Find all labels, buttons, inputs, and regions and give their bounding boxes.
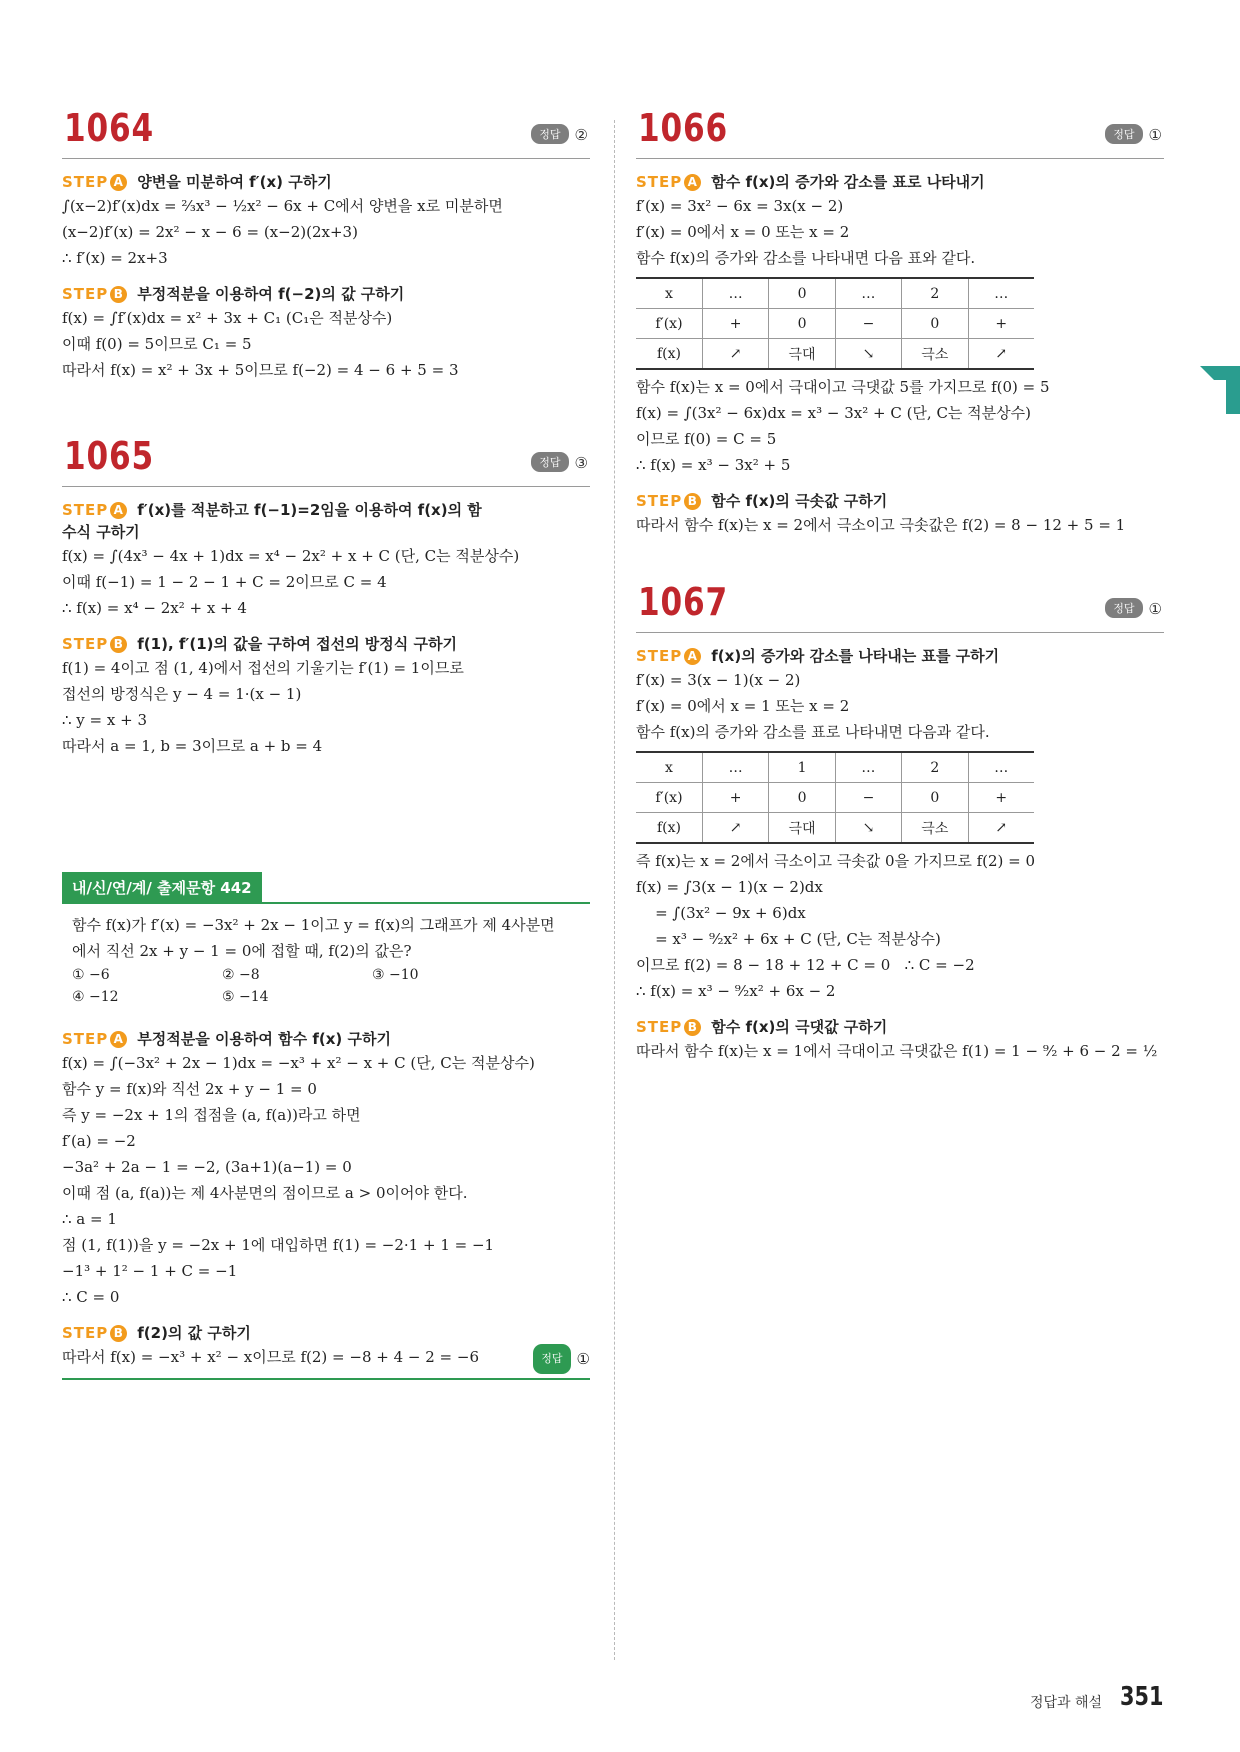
answer <box>1105 124 1162 144</box>
step-title: 부정적분을 이용하여 f(−2)의 값 구하기 <box>137 285 405 303</box>
step-a: STEP A 양변을 미분하여 f′(x) 구하기 <box>62 173 332 191</box>
step-b: STEP B 부정적분을 이용하여 f(−2)의 값 구하기 <box>62 285 405 303</box>
solution-line: (x−2)f′(x) = 2x² − x − 6 = (x−2)(2x+3) <box>62 223 358 241</box>
solution-line: 즉 y = −2x + 1의 접점을 (a, f(a))라고 하면 <box>62 1106 361 1124</box>
solution-line: f′(x) = 0에서 x = 1 또는 x = 2 <box>636 697 850 715</box>
solution-line: f(1) = 4이고 점 (1, 4)에서 접선의 기울기는 f′(1) = 1이므로 <box>62 659 464 677</box>
variation-table <box>636 751 1034 844</box>
solution-line <box>62 1344 590 1370</box>
solution-line: = x³ − ⁹⁄₂x² + 6x + C (단, C는 적분상수) <box>636 930 941 948</box>
solution-line: ∴ f′(x) = 2x+3 <box>62 249 168 267</box>
step-title: 함수 f(x)의 극댓값 구하기 <box>711 1018 888 1036</box>
solution-line: f(x) = ∫(4x³ − 4x + 1)dx = x⁴ − 2x² + x + C (단, C는 적분상수) <box>62 547 520 565</box>
answer-value: ① <box>576 1350 590 1368</box>
answer-badge: 정답 <box>533 1344 570 1374</box>
step-b: STEP B 함수 f(x)의 극솟값 구하기 <box>636 492 888 510</box>
solution-line: 따라서 함수 f(x)는 x = 2에서 극소이고 극솟값은 f(2) = 8 − 12 + 5 = 1 <box>636 516 1126 534</box>
solution-line: 따라서 f(x) = x² + 3x + 5이므로 f(−2) = 4 − 6 + 5 = 3 <box>62 361 459 379</box>
step-a: STEP A 함수 f(x)의 증가와 감소를 표로 나타내기 <box>636 173 985 191</box>
solution-line: f′(a) = −2 <box>62 1132 136 1150</box>
question-line: 함수 f(x)가 f′(x) = −3x² + 2x − 1이고 y = f(x)의 그래프가 제 4사분면 <box>72 916 555 934</box>
exam-question <box>62 904 590 1008</box>
exam-end-rule <box>62 1370 590 1380</box>
answer-value: ② <box>574 126 588 144</box>
solution-line: 점 (1, f(1))을 y = −2x + 1에 대입하면 f(1) = −2·1 + 1 = −1 <box>62 1236 495 1254</box>
solution-line: f(x) = ∫(−3x² + 2x − 1)dx = −x³ + x² − x + C (단, C는 적분상수) <box>62 1054 535 1072</box>
choice[interactable]: ① −6 <box>72 967 110 983</box>
solution-line: f′(x) = 3x² − 6x = 3x(x − 2) <box>636 197 844 215</box>
answer <box>1105 598 1162 618</box>
step-a: STEP A 부정적분을 이용하여 함수 f(x) 구하기 <box>62 1030 391 1048</box>
answer-value: ① <box>1148 126 1162 144</box>
solution-line: −1³ + 1² − 1 + C = −1 <box>62 1262 238 1280</box>
problem-header <box>62 106 590 159</box>
solution-line: ∴ a = 1 <box>62 1210 117 1228</box>
solution-line: f(x) = ∫f′(x)dx = x² + 3x + C₁ (C₁은 적분상수) <box>62 309 393 327</box>
answer-badge: 정답 <box>531 452 568 472</box>
solution-line: ∫(x−2)f′(x)dx = ²⁄₃x³ − ½x² − 6x + C에서 양변을 x로 미분하면 <box>62 197 503 215</box>
step-title: 양변을 미분하여 f′(x) 구하기 <box>137 173 332 191</box>
problem-header <box>636 580 1164 633</box>
solution-line: 즉 f(x)는 x = 2에서 극소이고 극솟값 0을 가지므로 f(2) = 0 <box>636 852 1036 870</box>
page-number: 351 <box>1120 1682 1164 1712</box>
solution-line: 함수 y = f(x)와 직선 2x + y − 1 = 0 <box>62 1080 317 1098</box>
table-row: f(x) ↗ 극대 ↘ 극소 ↗ <box>636 813 1034 844</box>
solution-line: f′(x) = 3(x − 1)(x − 2) <box>636 671 801 689</box>
solution-line: ∴ f(x) = x⁴ − 2x² + x + 4 <box>62 599 247 617</box>
problem-number: 1065 <box>64 434 155 478</box>
solution-line: f′(x) = 0에서 x = 0 또는 x = 2 <box>636 223 850 241</box>
solution-line: 이때 f(−1) = 1 − 2 − 1 + C = 2이므로 C = 4 <box>62 573 387 591</box>
choice[interactable]: ③ −10 <box>372 967 419 983</box>
problem-number: 1066 <box>638 106 729 150</box>
solution-line: 함수 f(x)는 x = 0에서 극대이고 극댓값 5를 가지므로 f(0) = 5 <box>636 378 1050 396</box>
step-title: 부정적분을 이용하여 함수 f(x) 구하기 <box>137 1030 391 1048</box>
problem-1066 <box>636 106 1164 538</box>
step-title: f′(x)를 적분하고 f(−1)=2임을 이용하여 f(x)의 함수식 구하기 <box>62 501 482 541</box>
problem-number: 1067 <box>638 580 729 624</box>
solution-line: 함수 f(x)의 증가와 감소를 표로 나타내면 다음과 같다. <box>636 723 990 741</box>
exam-label: 내/신/연/계/ 출제문항 442 <box>62 872 262 903</box>
solution-line: 따라서 a = 1, b = 3이므로 a + b = 4 <box>62 737 323 755</box>
step-title: f(1), f′(1)의 값을 구하여 접선의 방정식 구하기 <box>137 635 457 653</box>
problem-number: 1064 <box>64 106 155 150</box>
solution-line: f(x) = ∫(3x² − 6x)dx = x³ − 3x² + C (단, C는 적분상수) <box>636 404 1031 422</box>
table-row: f(x) ↗ 극대 ↘ 극소 ↗ <box>636 339 1034 370</box>
question-line: 에서 직선 2x + y − 1 = 0에 접할 때, f(2)의 값은? <box>72 942 412 960</box>
solution-line: f(x) = ∫3(x − 1)(x − 2)dx <box>636 878 823 896</box>
solution-line: ∴ f(x) = x³ − ⁹⁄₂x² + 6x − 2 <box>636 982 836 1000</box>
problem-header <box>62 434 590 487</box>
choice[interactable]: ⑤ −14 <box>222 989 269 1005</box>
answer-badge: 정답 <box>1105 598 1142 618</box>
column-divider <box>614 120 615 1660</box>
answer-badge: 정답 <box>1105 124 1142 144</box>
step-a: STEP A f′(x)를 적분하고 f(−1)=2임을 이용하여 f(x)의 함수식 구하기 <box>62 501 482 541</box>
table-row: x … 1 … 2 … <box>636 752 1034 783</box>
solution-line: ∴ y = x + 3 <box>62 711 147 729</box>
variation-table <box>636 277 1034 370</box>
answer-value: ① <box>1148 600 1162 618</box>
step-title: f(x)의 증가와 감소를 나타내는 표를 구하기 <box>711 647 1000 665</box>
solution-line: ∴ f(x) = x³ − 3x² + 5 <box>636 456 791 474</box>
solution-line: 접선의 방정식은 y − 4 = 1·(x − 1) <box>62 685 302 703</box>
solution-line: 이므로 f(0) = C = 5 <box>636 430 777 448</box>
chapter-tab-icon <box>1200 366 1240 414</box>
table-row: x … 0 … 2 … <box>636 278 1034 309</box>
answer-badge: 정답 <box>531 124 568 144</box>
table-row: f′(x) + 0 − 0 + <box>636 309 1034 339</box>
step-b: STEP B f(2)의 값 구하기 <box>62 1324 251 1342</box>
step-b: STEP B 함수 f(x)의 극댓값 구하기 <box>636 1018 888 1036</box>
problem-1064 <box>62 106 590 383</box>
step-title: 함수 f(x)의 증가와 감소를 표로 나타내기 <box>711 173 985 191</box>
exam-problem-442 <box>62 872 590 1380</box>
choice[interactable]: ④ −12 <box>72 989 119 1005</box>
step-b: STEP B f(1), f′(1)의 값을 구하여 접선의 방정식 구하기 <box>62 635 457 653</box>
table-row: f′(x) + 0 − 0 + <box>636 783 1034 813</box>
problem-1065 <box>62 434 590 759</box>
answer <box>531 124 588 144</box>
solution-line: = ∫(3x² − 9x + 6)dx <box>636 904 806 922</box>
solution-line: −3a² + 2a − 1 = −2, (3a+1)(a−1) = 0 <box>62 1158 352 1176</box>
choices <box>72 964 580 1008</box>
final-line: 따라서 f(x) = −x³ + x² − x이므로 f(2) = −8 + 4 − 2 = −6 <box>62 1348 480 1366</box>
choice[interactable]: ② −8 <box>222 967 260 983</box>
problem-header <box>636 106 1164 159</box>
exam-bar <box>62 872 590 904</box>
problem-1067 <box>636 580 1164 1064</box>
solution-line: 이므로 f(2) = 8 − 18 + 12 + C = 0 ∴ C = −2 <box>636 956 975 974</box>
step-title: 함수 f(x)의 극솟값 구하기 <box>711 492 888 510</box>
step-title: f(2)의 값 구하기 <box>137 1324 251 1342</box>
answer <box>533 1344 590 1374</box>
solution-line: 이때 f(0) = 5이므로 C₁ = 5 <box>62 335 252 353</box>
solution-line: ∴ C = 0 <box>62 1288 120 1306</box>
answer <box>531 452 588 472</box>
footer-label: 정답과 해설 <box>1030 1695 1103 1711</box>
step-a: STEP A f(x)의 증가와 감소를 나타내는 표를 구하기 <box>636 647 1000 665</box>
answer-value: ③ <box>574 454 588 472</box>
solution-line: 이때 점 (a, f(a))는 제 4사분면의 점이므로 a > 0이어야 한다. <box>62 1184 468 1202</box>
solution-line: 함수 f(x)의 증가와 감소를 나타내면 다음 표와 같다. <box>636 249 976 267</box>
solution-line: 따라서 함수 f(x)는 x = 1에서 극대이고 극댓값은 f(1) = 1 − ⁹⁄₂ + 6 − 2 = ½ <box>636 1042 1158 1060</box>
